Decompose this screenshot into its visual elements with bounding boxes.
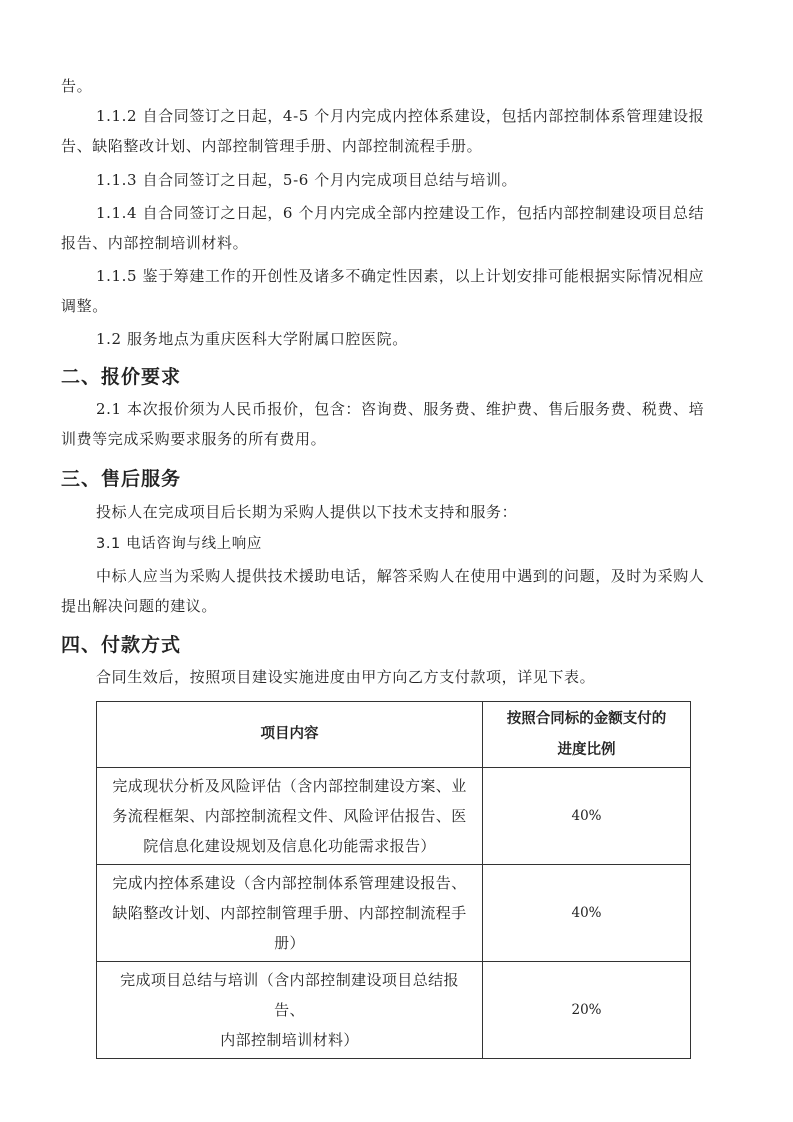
table-row	[97, 768, 691, 865]
row-content-line: 内部控制培训材料）	[220, 1031, 359, 1049]
paragraph-1-1-5-line-2: 调整。	[61, 297, 108, 315]
row-content-line: 院信息化建设规划及信息化功能需求报告）	[143, 837, 436, 855]
row-content-line: 册）	[274, 934, 305, 952]
paragraph-1-1-2-line-1: 1.1.2 自合同签订之日起，4-5 个月内完成内控体系建设，包括内部控制体系管理建设报	[96, 107, 705, 125]
header-payment-ratio-line-1: 按照合同标的金额支付的	[506, 710, 667, 727]
payment-schedule-table	[96, 701, 691, 1059]
paragraph-1-1-4-line-1: 1.1.4 自合同签订之日起，6 个月内完成全部内控建设工作，包括内部控制建设项目总结	[96, 204, 705, 222]
row-percentage: 40%	[483, 768, 691, 865]
paragraph-3-1-line-2: 提出解决问题的建议。	[61, 597, 218, 615]
row-content-line: 完成现状分析及风险评估（含内部控制建设方案、业	[112, 777, 467, 795]
paragraph-2-1-line-1: 2.1 本次报价须为人民币报价，包含：咨询费、服务费、维护费、售后服务费、税费、培	[96, 400, 705, 418]
section-4-intro: 合同生效后，按照项目建设实施进度由甲方向乙方支付款项，详见下表。	[96, 668, 596, 686]
paragraph-1-2: 1.2 服务地点为重庆医科大学附属口腔医院。	[96, 330, 408, 348]
section-3-heading: 三、售后服务	[61, 468, 182, 490]
header-payment-ratio	[483, 702, 691, 768]
row-content-line: 务流程框架、内部控制流程文件、风险评估报告、医	[112, 807, 467, 825]
row-percentage: 20%	[483, 962, 691, 1059]
section-4-heading: 四、付款方式	[61, 634, 182, 656]
section-3-intro: 投标人在完成项目后长期为采购人提供以下技术支持和服务：	[96, 503, 518, 521]
table-header-row	[97, 702, 691, 768]
section-2-heading: 二、报价要求	[61, 366, 182, 388]
table-row	[97, 865, 691, 962]
header-payment-ratio-line-2: 进度比例	[557, 741, 616, 758]
paragraph-2-1-line-2: 训费等完成采购要求服务的所有费用。	[61, 430, 327, 448]
row-content-line: 完成项目总结与培训（含内部控制建设项目总结报告、	[120, 971, 459, 1019]
paragraph-1-1-2-line-2: 告、缺陷整改计划、内部控制管理手册、内部控制流程手册。	[61, 137, 483, 155]
row-content-line: 缺陷整改计划、内部控制管理手册、内部控制流程手	[112, 904, 467, 922]
paragraph-continuation: 告。	[61, 77, 93, 95]
row-percentage: 40%	[483, 865, 691, 962]
paragraph-3-1-line-1: 中标人应当为采购人提供技术援助电话，解答采购人在使用中遇到的问题，及时为采购人	[96, 567, 705, 585]
row-content	[97, 962, 483, 1059]
row-content-line: 完成内控体系建设（含内部控制体系管理建设报告、	[112, 874, 467, 892]
row-content	[97, 865, 483, 962]
header-project-content: 项目内容	[97, 702, 483, 768]
paragraph-1-1-4-line-2: 报告、内部控制培训材料。	[61, 234, 249, 252]
subsection-3-1-title: 3.1 电话咨询与线上响应	[96, 536, 262, 552]
paragraph-1-1-5-line-1: 1.1.5 鉴于筹建工作的开创性及诸多不确定性因素，以上计划安排可能根据实际情况相应	[96, 267, 705, 285]
table-row	[97, 962, 691, 1059]
paragraph-1-1-3: 1.1.3 自合同签订之日起，5-6 个月内完成项目总结与培训。	[96, 171, 518, 189]
row-content	[97, 768, 483, 865]
